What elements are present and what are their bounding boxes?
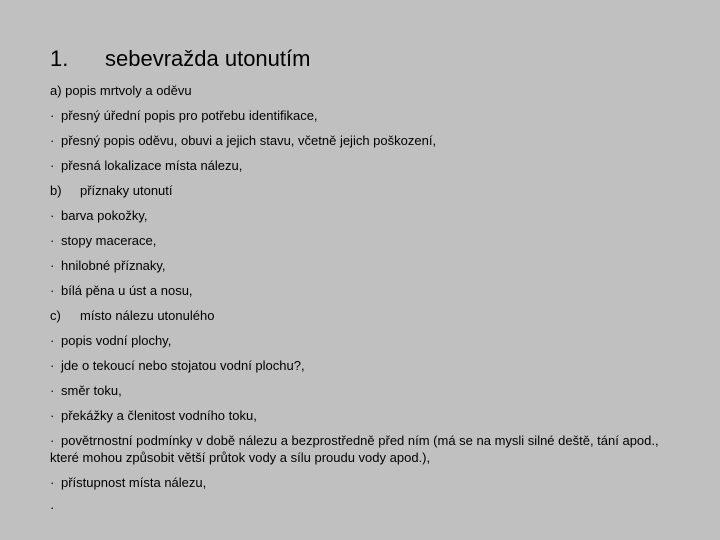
list-item [50, 232, 690, 249]
bullet-icon: · [50, 408, 55, 423]
section-title: místo nálezu utonulého [80, 308, 215, 323]
list-item-text: přesná lokalizace místa nálezu, [61, 158, 243, 173]
list-item-text: povětrnostní podmínky v době nálezu a bezprostředně před ním (má se na mysli silné deště, tání apod., které mohou způsobit větší průtok vody a sílu proudu vody apod.), [50, 433, 659, 465]
list-item-text: přesný úřední popis pro potřebu identifikace, [61, 108, 318, 123]
list-item [50, 432, 690, 466]
list-item-text: přístupnost místa nálezu, [61, 475, 207, 490]
section-letter: c) [50, 308, 61, 323]
section-b-label [50, 182, 690, 199]
slide-body [50, 82, 690, 524]
list-item-text: popis vodní plochy, [61, 333, 172, 348]
list-item [50, 157, 690, 174]
heading-title: sebevražda utonutím [105, 46, 311, 71]
list-item [50, 382, 690, 399]
bullet-icon: · [50, 133, 55, 148]
list-item-text: bílá pěna u úst a nosu, [61, 283, 193, 298]
section-c-label [50, 307, 690, 324]
bullet-icon: · [50, 383, 55, 398]
list-item-text: překážky a členitost vodního toku, [61, 408, 257, 423]
slide-heading [50, 46, 310, 72]
list-item [50, 407, 690, 424]
bullet-icon: · [50, 283, 55, 298]
section-letter: b) [50, 183, 62, 198]
list-item-text: hnilobné příznaky, [61, 258, 166, 273]
list-item-empty [50, 499, 690, 516]
list-item [50, 207, 690, 224]
list-item [50, 107, 690, 124]
list-item [50, 257, 690, 274]
bullet-icon: · [50, 358, 55, 373]
bullet-icon: · [50, 233, 55, 248]
bullet-icon: · [50, 108, 55, 123]
section-title: příznaky utonutí [80, 183, 173, 198]
bullet-icon: · [50, 475, 55, 490]
list-item-text: barva pokožky, [61, 208, 148, 223]
list-item [50, 474, 690, 491]
section-a-label: a) popis mrtvoly a oděvu [50, 83, 192, 98]
bullet-icon: · [50, 158, 55, 173]
bullet-icon: · [50, 433, 55, 448]
list-item-text: jde o tekoucí nebo stojatou vodní plochu?, [61, 358, 305, 373]
list-item-text: přesný popis oděvu, obuvi a jejich stavu, včetně jejich poškození, [61, 133, 437, 148]
bullet-icon: · [50, 333, 55, 348]
bullet-icon: · [50, 208, 55, 223]
heading-number: 1. [50, 46, 69, 71]
list-item [50, 332, 690, 349]
bullet-icon: · [50, 500, 55, 515]
list-item [50, 132, 690, 149]
list-item-text: směr toku, [61, 383, 122, 398]
list-item [50, 282, 690, 299]
bullet-icon: · [50, 258, 55, 273]
list-item [50, 357, 690, 374]
list-item-text: stopy macerace, [61, 233, 157, 248]
